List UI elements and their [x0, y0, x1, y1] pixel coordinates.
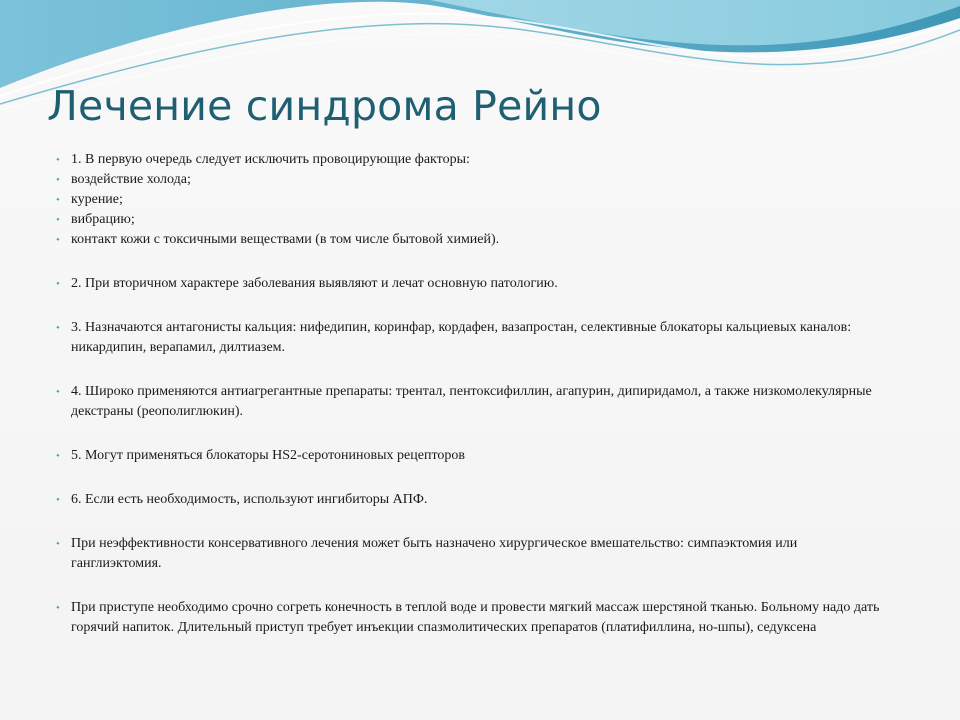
- bullet-text: вибрацию;: [71, 212, 135, 227]
- bullet-marker-icon: •: [56, 538, 60, 550]
- bullet-item: [56, 170, 886, 190]
- bullet-marker-icon: •: [56, 494, 60, 506]
- bullet-item: [56, 534, 886, 574]
- bullet-text: 4. Широко применяются антиагрегантные препараты: трентал, пентоксифиллин, агапурин, дипиридамол, а также низкомолекулярные декстраны (реополиглюкин).: [71, 384, 872, 419]
- bullet-marker-icon: •: [56, 278, 60, 290]
- bullet-text: При приступе необходимо срочно согреть конечность в теплой воде и провести мягкий массаж шерстяной тканью. Больному надо дать горячий напиток. Длительный приступ требует инъекции спазмолитических препаратов (платифиллина, но-шпы), седуксена: [71, 600, 880, 635]
- bullet-item: [56, 490, 886, 510]
- bullet-item: [56, 274, 886, 294]
- bullet-text: воздействие холода;: [71, 172, 191, 187]
- bullet-text: 3. Назначаются антагонисты кальция: нифедипин, коринфар, кордафен, вазапростан, селективные блокаторы кальциевых каналов: никардипин, верапамил, дилтиазем.: [71, 320, 852, 355]
- bullet-text: При неэффективности консервативного лечения может быть назначено хирургическое вмешательство: симпаэктомия или ганглиэктомия.: [71, 536, 798, 571]
- bullet-marker-icon: •: [56, 194, 60, 206]
- bullet-list: [56, 150, 886, 638]
- bullet-item: [56, 150, 886, 170]
- bullet-text: 2. При вторичном характере заболевания выявляют и лечат основную патологию.: [71, 276, 558, 291]
- bullet-marker-icon: •: [56, 154, 60, 166]
- bullet-marker-icon: •: [56, 450, 60, 462]
- bullet-item: [56, 382, 886, 422]
- bullet-item: [56, 210, 886, 230]
- bullet-text: 1. В первую очередь следует исключить провоцирующие факторы:: [71, 152, 470, 167]
- bullet-text: 6. Если есть необходимость, используют ингибиторы АПФ.: [71, 492, 428, 507]
- bullet-marker-icon: •: [56, 602, 60, 614]
- bullet-text: курение;: [71, 192, 123, 207]
- slide-title: Лечение синдрома Рейно: [47, 82, 602, 130]
- bullet-item: [56, 446, 886, 466]
- bullet-text: 5. Могут применяться блокаторы HS2-серотониновых рецепторов: [71, 448, 466, 463]
- bullet-marker-icon: •: [56, 322, 60, 334]
- bullet-item: [56, 190, 886, 210]
- bullet-marker-icon: •: [56, 214, 60, 226]
- bullet-text: контакт кожи с токсичными веществами (в том числе бытовой химией).: [71, 232, 500, 247]
- bullet-marker-icon: •: [56, 386, 60, 398]
- bullet-item: [56, 230, 886, 250]
- bullet-item: [56, 318, 886, 358]
- bullet-item: [56, 598, 886, 638]
- bullet-marker-icon: •: [56, 174, 60, 186]
- bullet-marker-icon: •: [56, 234, 60, 246]
